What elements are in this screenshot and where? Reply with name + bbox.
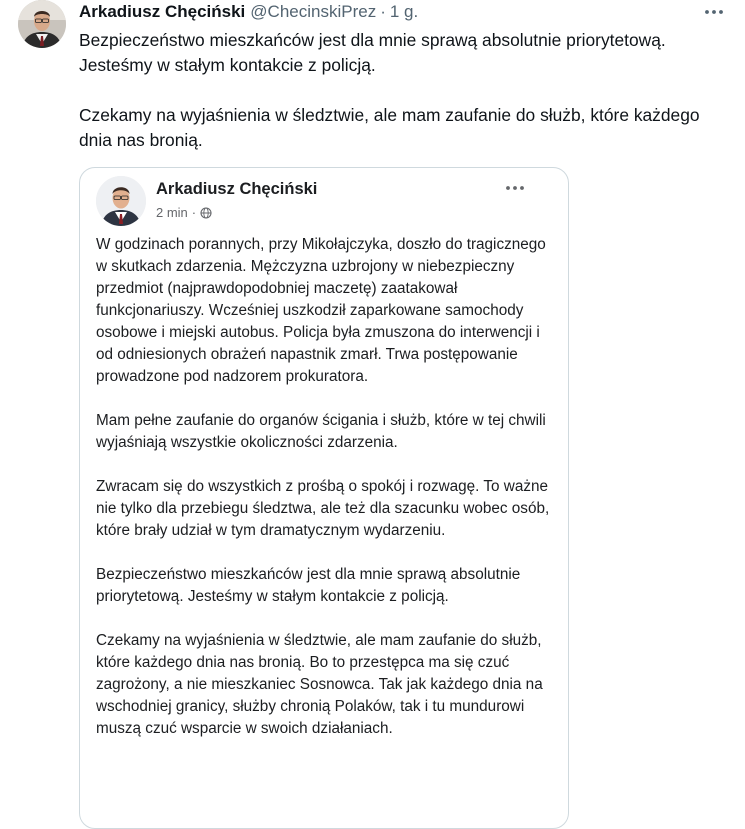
fb-paragraph: W godzinach porannych, przy Mikołajczyka, doszło do tragicznego w skutkach zdarzenia. Mężczyzna uzbrojony w niebezpieczny przedmiot (najprawdopodobniej maczetę) zaatakował funkcjonariuszy. Wcześniej uszkodził zaparkowane samochody osobowe i miejski autobus. Policja była zmuszona do interwencji i od odniesionych obrażeń napastnik zmarł. Trwa postępowanie prowadzone pod nadzorem prokuratora. (96, 236, 546, 385)
fb-meta-separator: · (191, 205, 197, 220)
fb-post-time: 2 min (156, 205, 188, 220)
fb-author-avatar (96, 176, 146, 226)
fb-paragraph: Zwracam się do wszystkich z prośbą o spokój i rozwagę. To ważne nie tylko dla przebiegu śledztwa, ale też dla szacunku wobec osób, które brały udział w tym dramatycznym wydarzeniu. (96, 478, 550, 539)
tweet-more-button[interactable] (700, 0, 728, 24)
tweet-paragraph: Bezpieczeństwo mieszkańców jest dla mnie sprawą absolutnie priorytetową. Jesteśmy w stałym kontakcie z policją. (79, 30, 666, 75)
fb-post-body (96, 234, 556, 740)
embedded-post-image[interactable] (79, 167, 569, 829)
fb-paragraph: Czekamy na wyjaśnienia w śledztwie, ale mam zaufanie do służb, które każdego dnia nas bronią. Bo to przestępca ma się czuć zagrożony, a nie mieszkaniec Sosnowca. Tak jak każdego dnia na wschodniej granicy, służby chronią Polaków, tak i tu mundurowi muszą czuć wsparcie w swoich działaniach. (96, 632, 543, 737)
tweet-text (79, 28, 719, 153)
fb-paragraph: Mam pełne zaufanie do organów ścigania i służb, które w tej chwili wyjaśniają wszystkie okoliczności zdarzenia. (96, 412, 546, 451)
more-horizontal-icon (704, 9, 724, 15)
fb-paragraph: Bezpieczeństwo mieszkańców jest dla mnie sprawą absolutnie priorytetową. Jesteśmy w stałym kontakcie z policją. (96, 566, 521, 605)
profile-photo-icon (18, 0, 66, 48)
author-name[interactable]: Arkadiusz Chęciński (79, 2, 246, 21)
tweet-header (79, 0, 418, 24)
more-horizontal-icon (505, 185, 525, 191)
header-separator: · (380, 2, 386, 21)
fb-more-button (500, 178, 530, 198)
globe-icon (200, 207, 212, 219)
profile-photo-icon (96, 176, 146, 226)
fb-post-meta (156, 205, 212, 220)
tweet-timestamp[interactable]: 1 g. (389, 2, 419, 21)
tweet-paragraph: Czekamy na wyjaśnienia w śledztwie, ale mam zaufanie do służb, które każdego dnia nas bronią. (79, 105, 700, 150)
author-handle[interactable]: @ChecinskiPrez (250, 2, 377, 21)
fb-author-name: Arkadiusz Chęciński (156, 180, 318, 198)
author-avatar[interactable] (18, 0, 66, 48)
